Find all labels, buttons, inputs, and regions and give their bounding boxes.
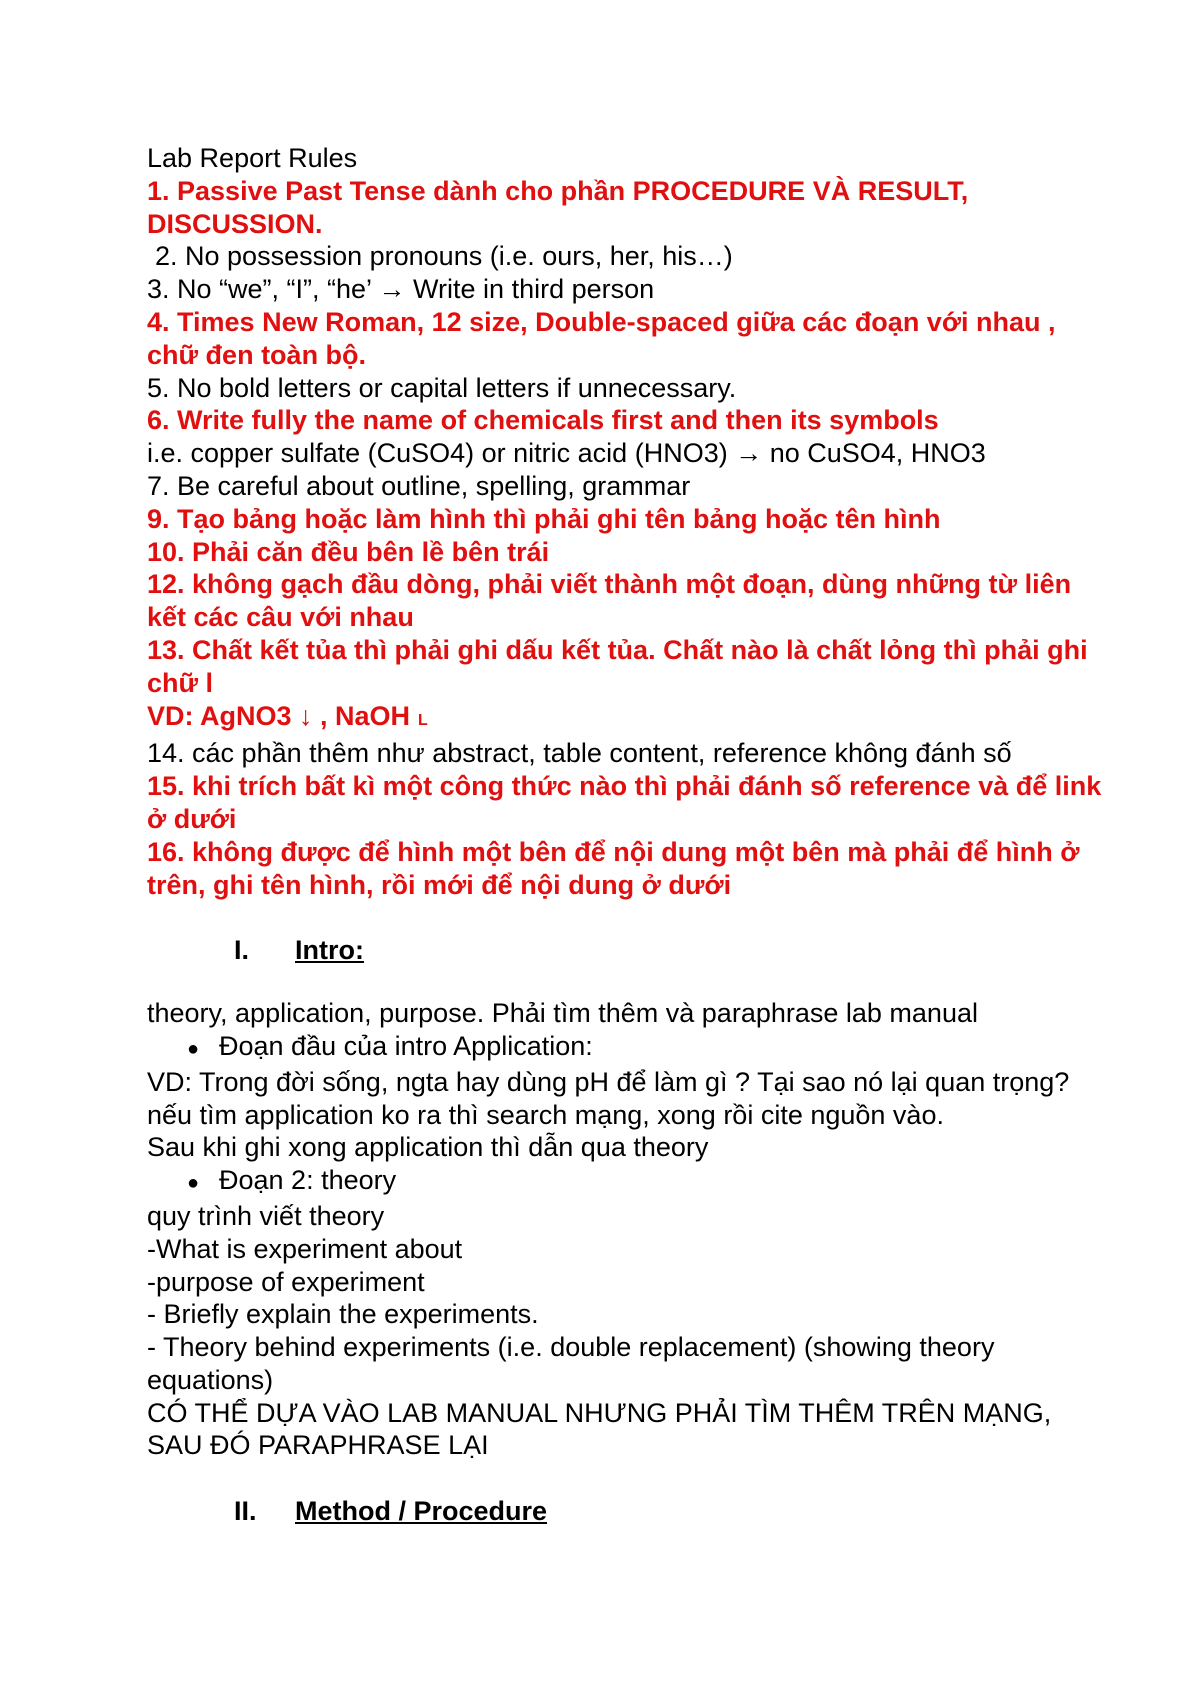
intro-line-4: Sau khi ghi xong application thì dẫn qua theory <box>147 1132 709 1163</box>
intro-line-6: -What is experiment about <box>147 1233 463 1264</box>
intro-line-8: - Briefly explain the experiments. <box>147 1299 539 1330</box>
intro-line-9: - Theory behind experiments (i.e. double replacement) (showing theory equations) <box>147 1332 995 1395</box>
intro-bullet-2-text: Đoạn 2: theory <box>219 1165 397 1196</box>
rule-16: 16. không được để hình một bên để nội dung một bên mà phải để hình ở trên, ghi tên hình, rồi mới để nội dung ở dưới <box>147 836 1080 900</box>
rule-12: 12. không gạch đầu dòng, phải viết thành một đoạn, dùng những từ liên kết các câu với nhau <box>147 569 1072 633</box>
rule-1: 1. Passive Past Tense dành cho phần PROCEDURE VÀ RESULT, DISCUSSION. <box>147 175 969 239</box>
bullet-dot-icon: ● <box>187 1172 200 1195</box>
rule-2: 2. No possession pronouns (i.e. ours, her, his…) <box>155 241 733 272</box>
rule-10: 10. Phải căn đều bên lề bên trái <box>147 536 550 567</box>
section-method-title: Method / Procedure <box>295 1496 548 1527</box>
rule-9: 9. Tạo bảng hoặc làm hình thì phải ghi tên bảng hoặc tên hình <box>147 503 941 534</box>
document-page <box>147 142 1107 1528</box>
intro-line-2: VD: Trong đời sống, ngta hay dùng pH để làm gì ? Tại sao nó lại quan trọng? <box>147 1066 1070 1097</box>
rule-15: 15. khi trích bất kì một công thức nào thì phải đánh số reference và để link ở dưới <box>147 771 1102 834</box>
intro-line-10: CÓ THỂ DỰA VÀO LAB MANUAL NHƯNG PHẢI TÌM THÊM TRÊN MẠNG, SAU ĐÓ PARAPHRASE LẠI <box>147 1397 1052 1461</box>
rule-13-example-sub: L <box>418 711 428 729</box>
rule-13-example-text: VD: AgNO3 ↓ , NaOH <box>147 700 411 731</box>
intro-line-7: -purpose of experiment <box>147 1266 425 1297</box>
intro-bullet-1-text: Đoạn đầu của intro Application: <box>219 1030 593 1061</box>
section-method-numeral: II. <box>234 1496 257 1527</box>
rule-14: 14. các phần thêm như abstract, table content, reference không đánh số <box>147 738 1012 769</box>
rule-3: 3. No “we”, “I”, “he’ → Write in third person <box>147 274 655 305</box>
intro-line-3: nếu tìm application ko ra thì search mạng, xong rồi cite nguồn vào. <box>147 1099 944 1130</box>
intro-bullet-2 <box>147 1164 1107 1200</box>
document-title: Lab Report Rules <box>147 143 358 173</box>
rule-4: 4. Times New Roman, 12 size, Double-spaced giữa các đoạn với nhau , chữ đen toàn bộ. <box>147 306 1056 370</box>
rule-5: 5. No bold letters or capital letters if unnecessary. <box>147 372 737 403</box>
rule-6: 6. Write fully the name of chemicals first and then its symbols <box>147 405 939 436</box>
intro-line-5: quy trình viết theory <box>147 1200 385 1231</box>
section-method-heading <box>147 1495 1107 1528</box>
rule-13-example <box>147 700 1107 738</box>
rule-13: 13. Chất kết tủa thì phải ghi dấu kết tủa. Chất nào là chất lỏng thì phải ghi chữ l <box>147 634 1088 698</box>
rule-6-example: i.e. copper sulfate (CuSO4) or nitric acid (HNO3) → no CuSO4, HNO3 <box>147 438 986 469</box>
intro-line-1: theory, application, purpose. Phải tìm thêm và paraphrase lab manual <box>147 998 978 1029</box>
section-intro-title: Intro: <box>295 935 364 966</box>
intro-bullet-1 <box>147 1030 1107 1066</box>
section-intro-heading <box>147 934 1107 967</box>
section-intro-numeral: I. <box>234 935 250 966</box>
bullet-dot-icon: ● <box>187 1037 200 1060</box>
rule-7: 7. Be careful about outline, spelling, grammar <box>147 470 691 501</box>
